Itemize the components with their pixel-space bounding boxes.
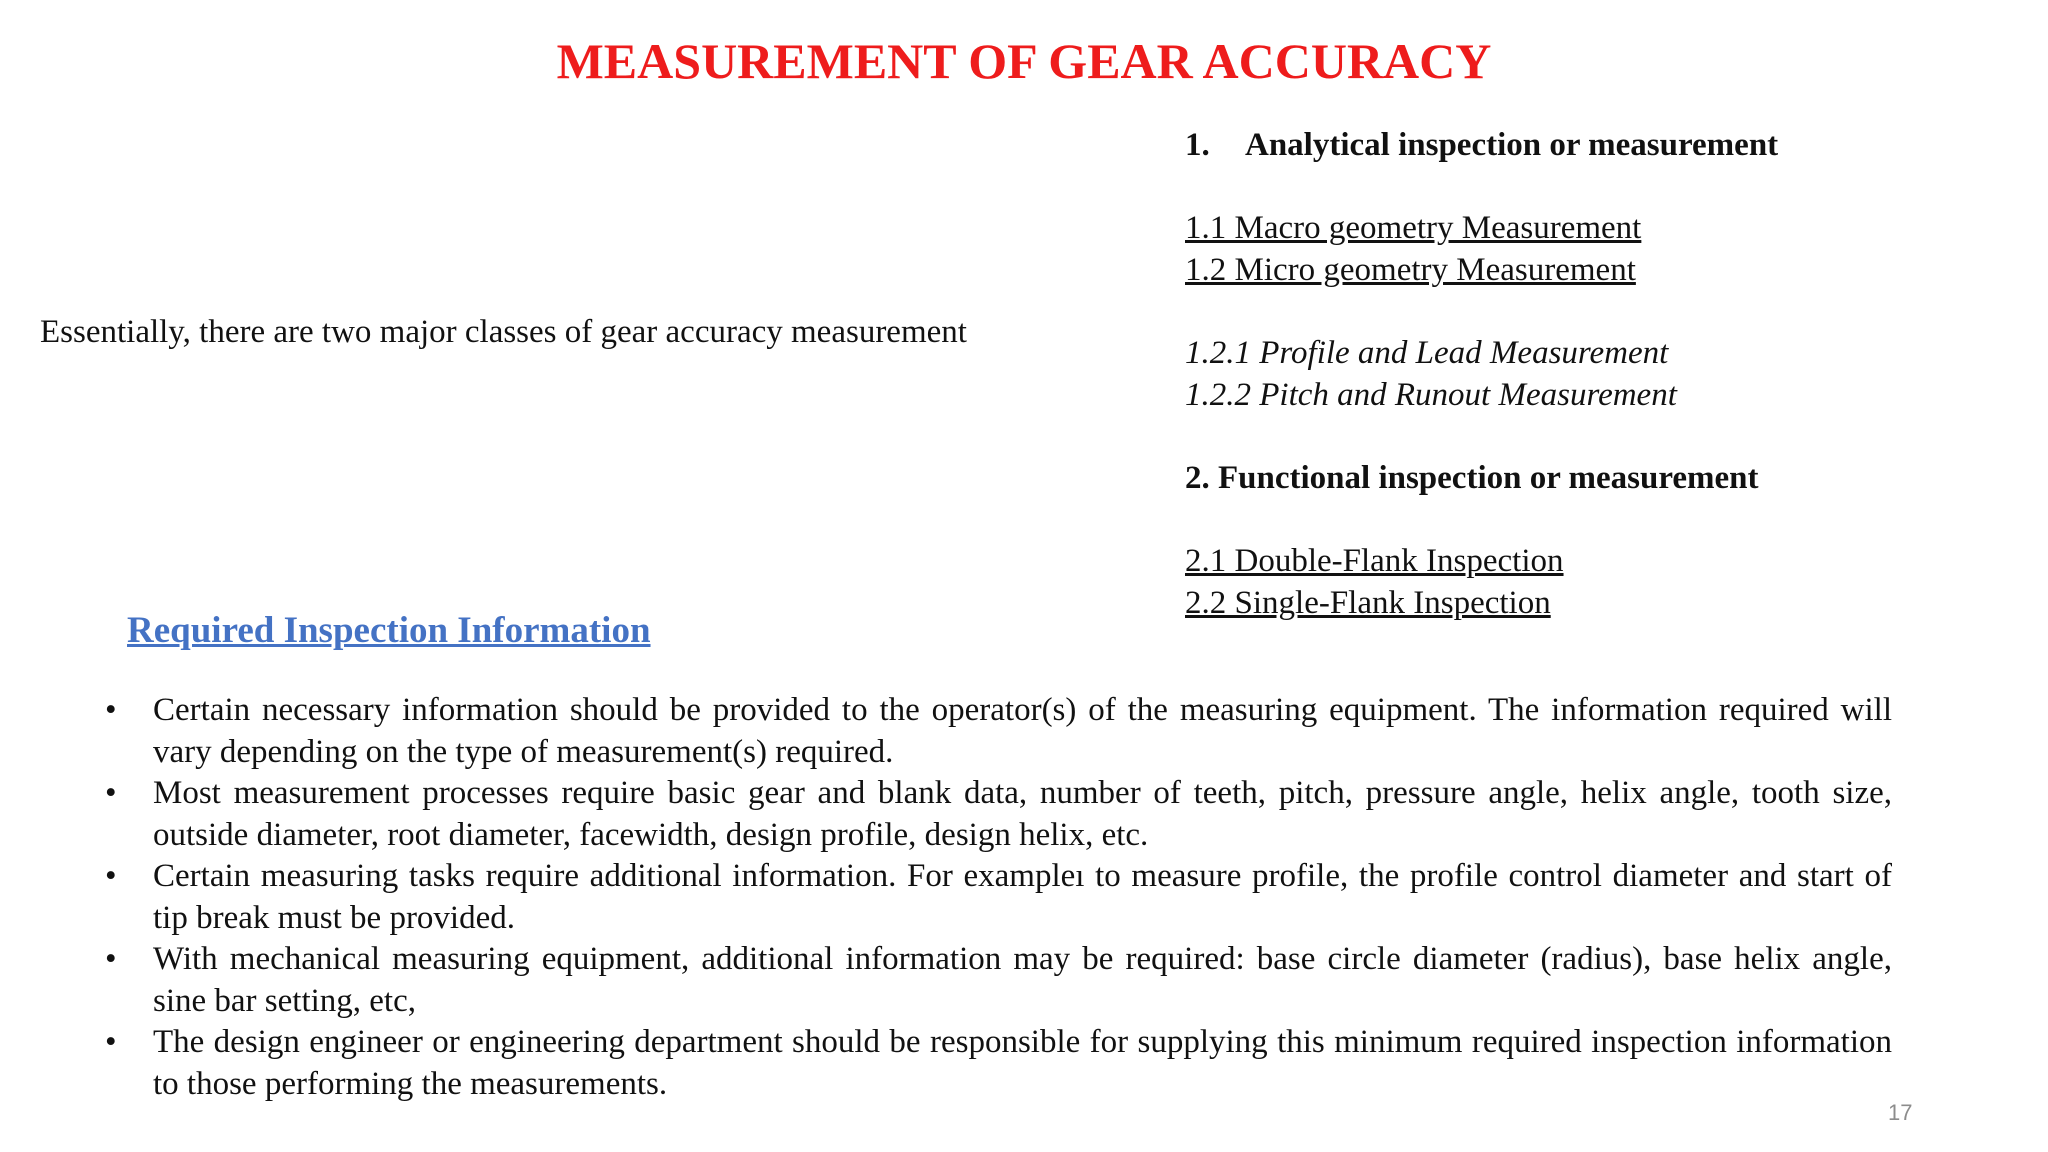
- spacer: [1185, 416, 2005, 457]
- class2-item-double-flank: 2.1 Double-Flank Inspection: [1185, 543, 1564, 579]
- page-number: 17: [1888, 1100, 1913, 1125]
- class1-subitem-profile-lead: 1.2.1 Profile and Lead Measurement: [1185, 335, 1669, 371]
- bullet-text: With mechanical measuring equipment, additional information may be required: base circle diameter (radius), base helix angle, sine bar setting, etc,: [153, 941, 1892, 1019]
- slide-title: MEASUREMENT OF GEAR ACCURACY: [556, 33, 1492, 89]
- class2-heading: 2. Functional inspection or measurement: [1185, 460, 1759, 496]
- class2-item-single-flank: 2.2 Single-Flank Inspection: [1185, 585, 1551, 621]
- bullet-text: Certain necessary information should be provided to the operator(s) of the measuring equipment. The information required will vary depending on the type of measurement(s) required.: [153, 692, 1892, 770]
- bullet-item: [100, 690, 1892, 773]
- bullet-text: Most measurement processes require basic gear and blank data, number of teeth, pitch, pressure angle, helix angle, tooth size, outside diameter, root diameter, facewidth, design profile, design helix, etc.: [153, 775, 1892, 853]
- bullet-symbol: •: [105, 858, 117, 894]
- class1-title: Analytical inspection or measurement: [1245, 127, 1779, 163]
- required-info-heading: Required Inspection Information: [127, 610, 651, 651]
- spacer: [1185, 166, 2005, 207]
- class1-number: 1.: [1185, 127, 1210, 163]
- bullet-item: [100, 939, 1892, 1022]
- bullet-symbol: •: [105, 1024, 117, 1060]
- spacer: [1185, 499, 2005, 540]
- bullet-text: The design engineer or engineering department should be responsible for supplying this minimum required inspection information to those performing the measurements.: [153, 1024, 1892, 1102]
- bullet-item: [100, 856, 1892, 939]
- bullet-symbol: •: [105, 941, 117, 977]
- measurement-classes-list: [1185, 124, 2005, 624]
- bullet-item: [100, 773, 1892, 856]
- intro-text: Essentially, there are two major classes of gear accuracy measurement: [40, 314, 967, 350]
- class1-heading: [1185, 124, 2005, 166]
- class1-subitem-pitch-runout: 1.2.2 Pitch and Runout Measurement: [1185, 377, 1677, 413]
- bullet-text: Certain measuring tasks require additional information. For exampleı to measure profile, the profile control diameter and start of tip break must be provided.: [153, 858, 1892, 936]
- class1-item-micro: 1.2 Micro geometry Measurement: [1185, 252, 1636, 288]
- bullet-item: [100, 1022, 1892, 1105]
- class1-item-macro: 1.1 Macro geometry Measurement: [1185, 210, 1642, 246]
- bullet-symbol: •: [105, 775, 117, 811]
- bullet-symbol: •: [105, 692, 117, 728]
- required-info-bullet-list: [100, 690, 1892, 1105]
- spacer: [1185, 291, 2005, 332]
